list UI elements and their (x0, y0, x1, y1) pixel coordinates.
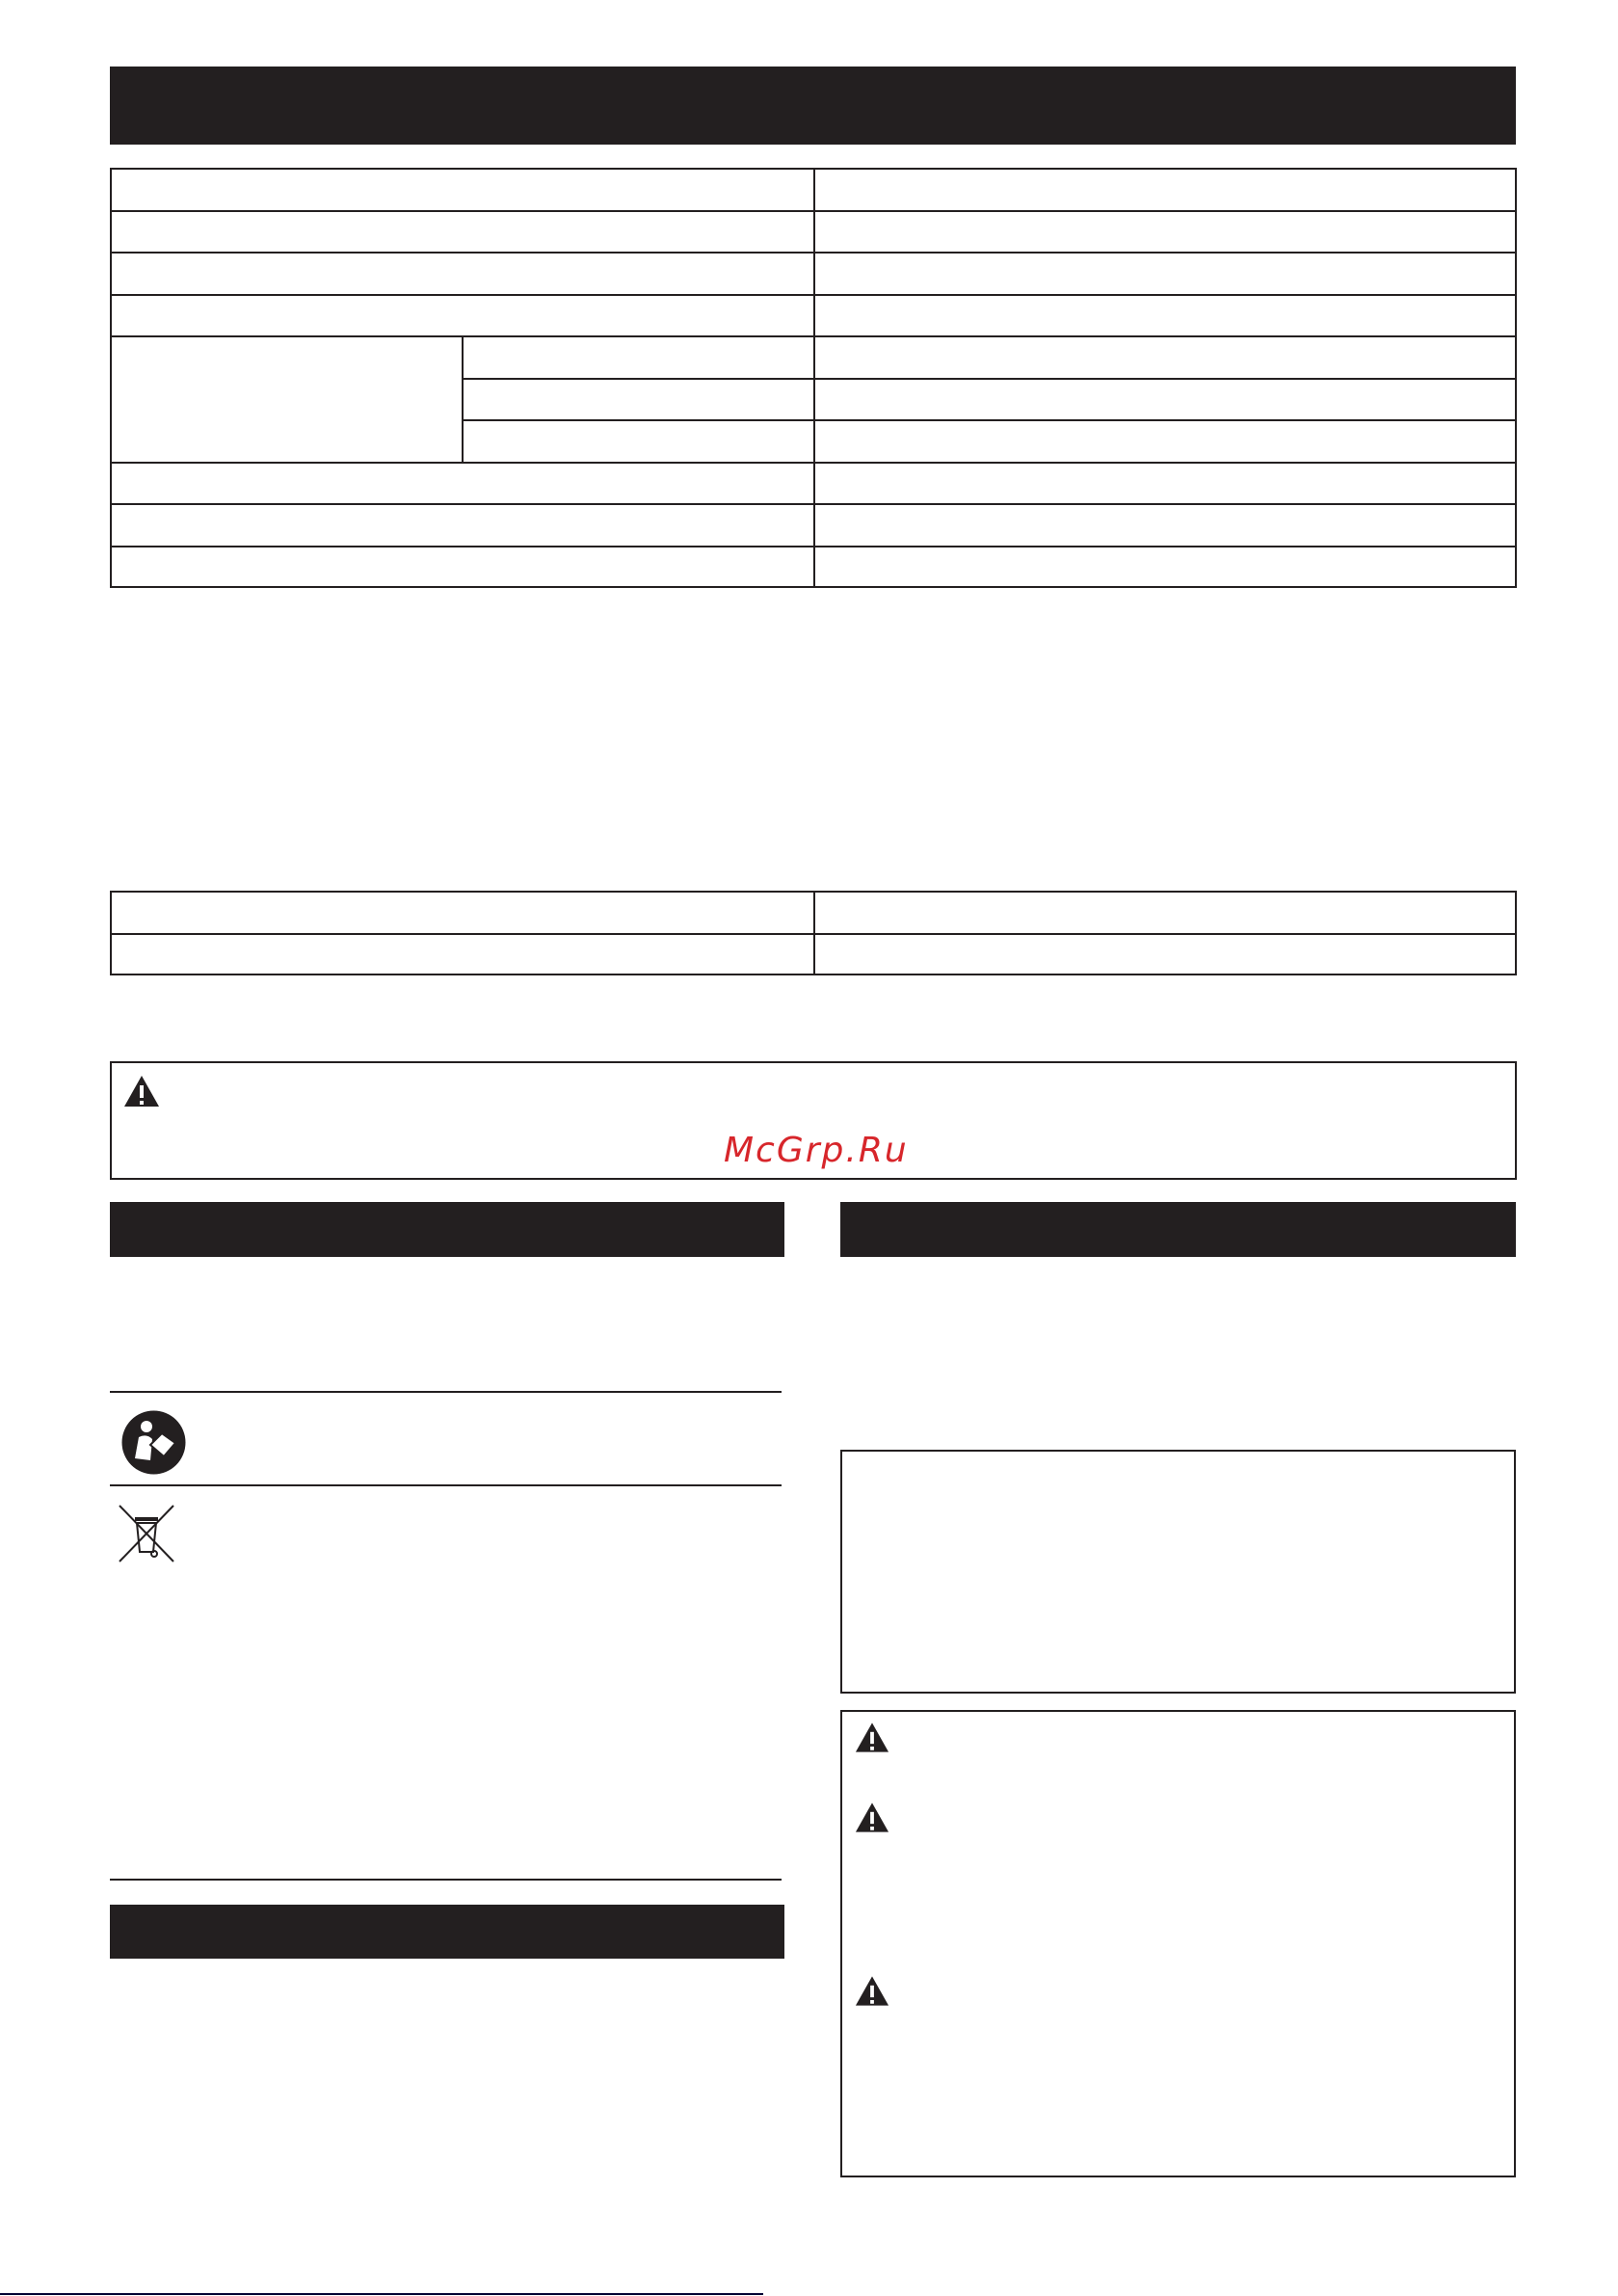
divider-line (110, 1391, 782, 1393)
section-header-bar (110, 1202, 784, 1257)
info-box (840, 1450, 1516, 1694)
table-row-line (462, 378, 1515, 380)
specifications-table (110, 168, 1517, 588)
warning-box (110, 1061, 1517, 1180)
table-row-line (112, 503, 1515, 505)
table-divider (462, 335, 464, 462)
warning-triangle-icon (123, 1075, 160, 1108)
crossed-out-bin-icon (118, 1504, 175, 1563)
table-row-line (112, 546, 1515, 547)
table-row-line (112, 252, 1515, 254)
noise-table (110, 891, 1517, 975)
divider-line (110, 1484, 782, 1486)
table-row-line (112, 210, 1515, 212)
watermark: McGrp.Ru (724, 1131, 909, 1170)
footer-line (0, 2293, 763, 2295)
warning-triangle-icon (855, 1802, 889, 1833)
table-row-line (112, 294, 1515, 296)
section-header-bar (840, 1202, 1516, 1257)
warning-triangle-icon (855, 1975, 889, 2007)
warning-triangle-icon (855, 1722, 889, 1753)
table-row-line (112, 335, 1515, 337)
divider-line (110, 1879, 782, 1881)
table-row-line (112, 933, 1515, 935)
table-row-line (112, 462, 1515, 464)
table-row-line (462, 419, 1515, 421)
caution-box (840, 1710, 1516, 2177)
section-header-bar (110, 1905, 784, 1959)
read-manual-icon (121, 1410, 186, 1475)
specifications-header-bar (110, 67, 1516, 145)
